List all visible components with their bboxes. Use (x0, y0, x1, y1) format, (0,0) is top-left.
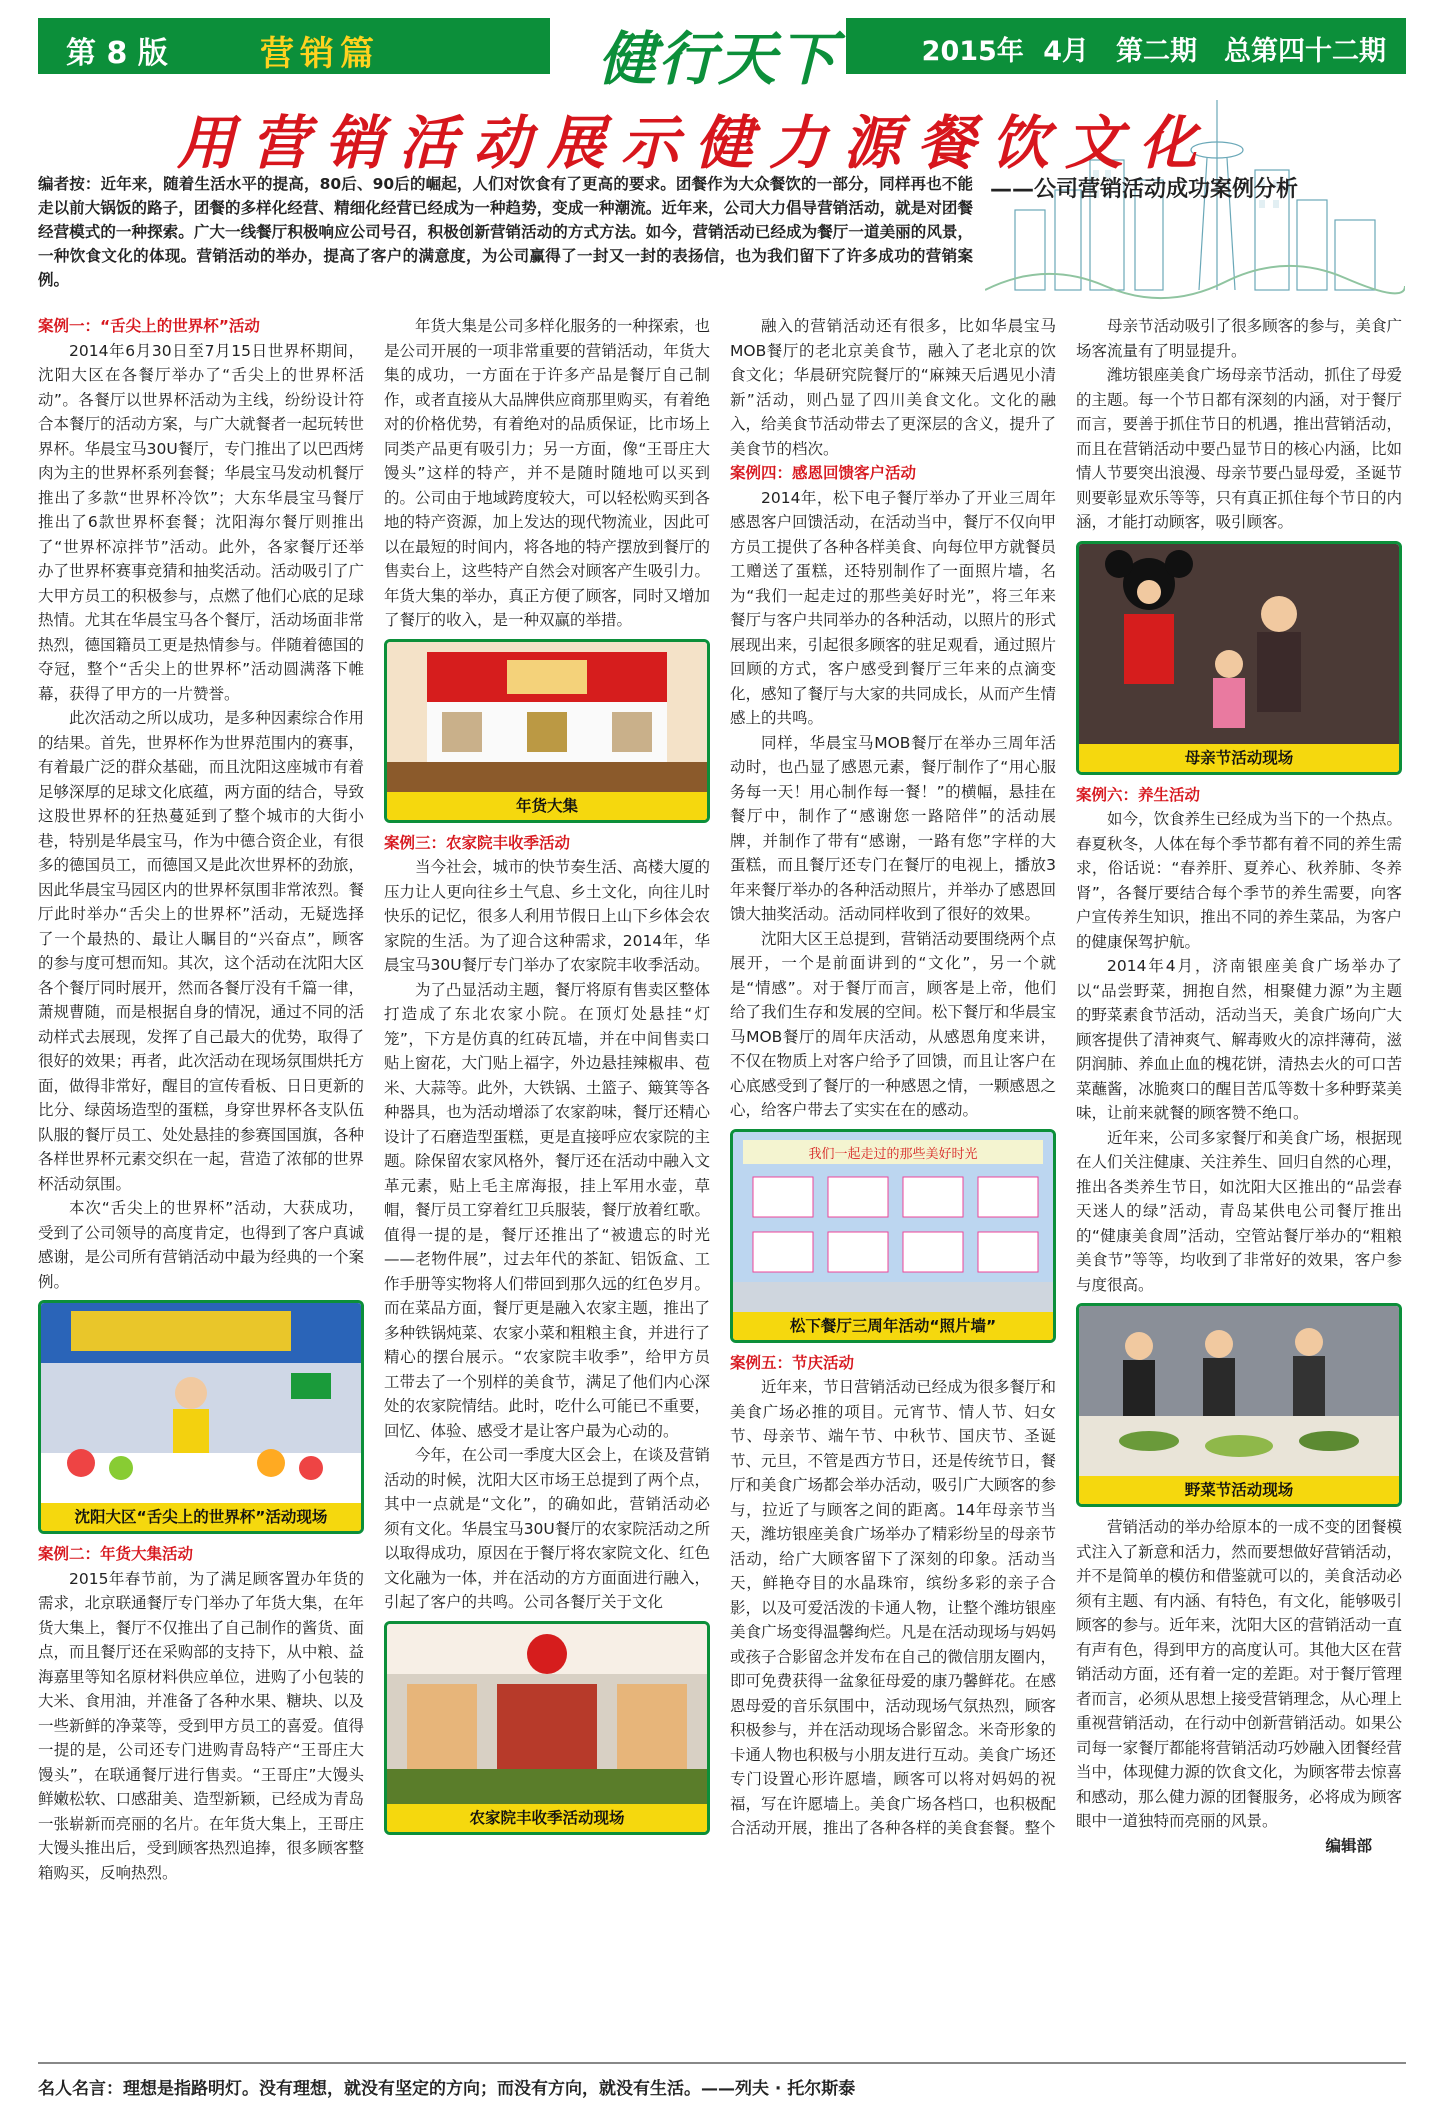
world-cup-scene-image (41, 1303, 361, 1503)
paragraph: 当今社会，城市的快节奏生活、高楼大厦的压力让人更向往乡土气息、乡土文化，向往儿时快乐的记忆，很多人利用节假日上山下乡体会农家院的生活。为了迎合这种需求，2014年，华晨宝马30U餐厅专门举办了农家院丰收季活动。 (384, 858, 710, 974)
newspaper-logo: 健行天下 (597, 25, 838, 93)
photo-caption: 年货大集 (387, 792, 707, 820)
paragraph: 沈阳大区王总提到，营销活动要围绕两个点展开，一个是前面讲到的“文化”，另一个就是“情感”。对于餐厅而言，顾客是上帝，他们给了我们生存和发展的空间。松下餐厅和华晨宝马MOB餐厅的周年庆活动，从感恩角度来讲，不仅在物质上对客户给予了回馈，而且让客户在心底感受到了餐厅的一种感恩之情，一颗感恩之心，给客户带去了实实在在的感动。 (730, 929, 1056, 1119)
paragraph: 融入的营销活动还有很多，比如华晨宝马MOB餐厅的老北京美食节，融入了老北京的饮食文化；华晨研究院餐厅的“麻辣天后遇见小清新”活动，则凸显了四川美食文化。文化的融入，给美食节活动带去了更深层的含义，提升了美食节的档次。 (730, 317, 1056, 458)
section-title: 营销篇 (260, 34, 380, 74)
photo-farm-harvest (384, 1621, 710, 1835)
case-5-title: 案例五：节庆活动 (730, 1353, 855, 1372)
photo-caption: 沈阳大区“舌尖上的世界杯”活动现场 (41, 1503, 361, 1531)
signature: 编辑部 (1325, 1836, 1372, 1855)
column-1 (38, 314, 364, 1885)
photo-caption: 野菜节活动现场 (1079, 1476, 1399, 1504)
column-4 (1076, 314, 1402, 1858)
footer-quote: 名人名言：理想是指路明灯。没有理想，就没有坚定的方向；而没有方向，就没有生活。——列夫 · 托尔斯泰 (38, 2062, 1406, 2099)
photo-caption: 松下餐厅三周年活动“照片墙” (733, 1312, 1053, 1340)
issue-date: 2015年 4月 第二期 总第四十二期 (921, 36, 1386, 67)
masthead-left-bar (38, 18, 550, 74)
paragraph: 营销活动的举办给原本的一成不变的团餐模式注入了新意和活力，然而要想做好营销活动，并不是简单的模仿和借鉴就可以的，美食活动必须有主题、有内涵、有特色，有文化，能够吸引顾客的参与。近年来，沈阳大区的营销活动一直有声有色，得到甲方的高度认可。其他大区在营销活动方面，还有着一定的差距。对于餐厅管理者而言，必须从思想上接受营销理念，从心理上重视营销活动，在行动中创新营销活动。如果公司每一家餐厅都能将营销活动巧妙融入团餐经营当中，体现健力源的饮食文化，为顾客带去惊喜和感动，那么健力源的团餐服务，必将成为顾客眼中一道独特而亮丽的风景。 (1076, 1518, 1402, 1830)
masthead (38, 18, 1406, 93)
main-headline: 用营销活动展示健力源餐饮文化 (176, 109, 1213, 177)
column-2 (384, 314, 710, 1843)
paragraph: 年货大集是公司多样化服务的一种探索，也是公司开展的一项非常重要的营销活动，年货大集的成功，一方面在于许多产品是餐厅自己制作，或者直接从大品牌供应商那里购买，有着绝对的价格优势，有着绝对的品质保证，比市场上同类产品更有吸引力；另一方面，像“王哥庄大馒头”这样的特产，并不是随时随地可以买到的。公司由于地域跨度较大，可以轻松购买到各地的特产资源，加上发达的现代物流业，因此可以在最短的时间内，将各地的特产摆放到餐厅的售卖台上，这些特产自然会对顾客产生吸引力。年货大集的举办，真正方便了顾客，同时又增加了餐厅的收入，是一种双赢的举措。 (384, 317, 710, 629)
paragraph: 为了凸显活动主题，餐厅将原有售卖区整体打造成了东北农家小院。在顶灯处悬挂“灯笼”，下方是仿真的红砖瓦墙，并在中间售卖口贴上窗花，大门贴上福字，外边悬挂辣椒串、苞米、大蒜等。此外，大铁锅、土篮子、簸箕等各种器具，也为活动增添了农家韵味，餐厅还精心设计了石磨造型蛋糕，更是直接呼应农家院的主题。除保留农家风格外，餐厅还在活动中融入文革元素，贴上毛主席海报，挂上军用水壶，草帽，餐厅员工穿着红卫兵服装，餐厅放着红歌。值得一提的是，餐厅还推出了“被遗忘的时光——老物件展”，过去年代的茶缸、铝饭盒、工作手册等实物将人们带回到那久远的红色岁月。而在菜品方面，餐厅更是融入农家主题，推出了多种铁锅炖菜、农家小菜和粗粮主食，并进行了精心的摆台展示。“农家院丰收季”，给甲方员工带去了一个别样的美食节，满足了他们内心深处的农家院情结。此时，吃什么可能已不重要，回忆、体验、感受才是让客户最为心动的。 (384, 980, 710, 1440)
case-1-title: 案例一：“舌尖上的世界杯”活动 (38, 317, 260, 335)
paragraph: 同样，华晨宝马MOB餐厅在举办三周年活动时，也凸显了感恩元素，餐厅制作了“用心服务每一天！用心制作每一餐！”的横幅，悬挂在餐厅中，制作了“感谢您一路陪伴”的活动展牌，并制作了带有“感谢，一路有您”字样的大蛋糕，而且餐厅还专门在餐厅的电视上，播放3年来餐厅举办的各种活动照片，并举办了感恩回馈大抽奖活动。活动同样收到了很好的效果。 (730, 733, 1056, 923)
paragraph: 如今，饮食养生已经成为当下的一个热点。春夏秋冬，人体在每个季节都有着不同的养生需求，俗话说：“春养肝、夏养心、秋养肺、冬养肾”，各餐厅要结合每个季节的养生需要，向客户宣传养生知识，推出不同的养生菜品，为客户的健康保驾护航。 (1076, 810, 1402, 951)
paragraph: 近年来，公司多家餐厅和美食广场，根据现在人们关注健康、关注养生、回归自然的心理，推出各类养生节日，如沈阳大区推出的“品尝春天迷人的绿”活动，青岛某供电公司餐厅推出的“健康美食周”活动，空管站餐厅举办的“粗粮美食节”等等，均收到了非常好的效果，客户参与度很高。 (1076, 1128, 1402, 1294)
photo-world-cup (38, 1300, 364, 1534)
paragraph: 2014年6月30日至7月15日世界杯期间，沈阳大区在各餐厅举办了“舌尖上的世界杯活动”。各餐厅以世界杯活动为主线，纷纷设计符合本餐厅的活动方案，与广大就餐者一起玩转世界杯。华晨宝马30U餐厅，专门推出了以巴西烤肉为主的世界杯系列套餐；华晨宝马发动机餐厅推出了多款“世界杯冷饮”；大东华晨宝马餐厅推出了6款世界杯套餐；沈阳海尔餐厅则推出了“世界杯凉拌节”活动。此外，各家餐厅还举办了世界杯赛事竞猜和抽奖活动。活动吸引了广大甲方员工的积极参与，点燃了他们心底的足球热情。尤其在华晨宝马各个餐厅，活动场面非常热烈，德国籍员工更是热情参与。伴随着德国的夺冠，整个“舌尖上的世界杯”活动圆满落下帷幕，获得了甲方的一片赞誉。 (38, 341, 364, 703)
photo-wild-vegetable (1076, 1303, 1402, 1507)
case-3-title: 案例三：农家院丰收季活动 (384, 833, 571, 852)
photo-caption: 农家院丰收季活动现场 (387, 1804, 707, 1832)
farm-harvest-image (387, 1624, 707, 1804)
case-4-title: 案例四：感恩回馈客户活动 (730, 464, 917, 482)
photo-new-year-fair (384, 639, 710, 823)
paragraph: 近年来，节日营销活动已经成为很多餐厅和美食广场必推的项目。元宵节、情人节、妇女节、母亲节、端午节、中秋节、国庆节、圣诞节、元旦，不管是西方节日，还是传统节日，餐厅和美食广场都会举办活动，吸引广大顾客的参与，拉近了与顾客之间的距离。14年母亲节当天，潍坊银座美食广场举办了精彩纷呈的母亲节活动，给广大顾客留下了深刻的印象。活动当天，鲜艳夺目的水晶珠帘，缤纷多彩的亲子合影，以及可爱活泼的卡通人物，让整个潍坊银座美食广场变得温馨绚烂。凡是在活动现场与妈妈或孩子合影留念并发布在自己的微信朋友圈内，即可免费获得一盆象征母爱的康乃馨鲜花。在感恩母爱的音乐氛围中，活动现场气氛热烈，顾客积极参与，并在活动现场合影留念。米奇形象的卡通人物也积极与小朋友进行互动。美食广场还专门设置心形许愿墙，顾客可以将对妈妈的祝福，写在许愿墙上。美食广场各档口，也积极配合活动开展，推出了各种各样的美食套餐。整个 (730, 1378, 1056, 1837)
mothers-day-image (1079, 544, 1399, 744)
paragraph: 本次“舌尖上的世界杯”活动，大获成功，受到了公司领导的高度肯定，也得到了客户真诚感谢，是公司所有营销活动中最为经典的一个案例。 (38, 1199, 364, 1291)
edition-number: 第 8 版 (66, 36, 168, 71)
case-2-title: 案例二：年货大集活动 (38, 1545, 194, 1563)
paragraph: 今年，在公司一季度大区会上，在谈及营销活动的时候，沈阳大区市场王总提到了两个点，其中一点就是“文化”，的确如此，营销活动必须有文化。华晨宝马30U餐厅的农家院活动之所以取得成功，原因在于餐厅将农家院文化、红色文化融为一体，并在活动的方方面面进行融入，引起了客户的共鸣。公司各餐厅关于文化 (384, 1446, 710, 1611)
wild-vegetable-image (1079, 1306, 1399, 1476)
paragraph: 2014年4月，济南银座美食广场举办了以“品尝野菜，拥抱自然，相聚健力源”为主题的野菜素食节活动，活动当天，美食广场向广大顾客提供了清神爽气、解毒败火的凉拌薄荷，滋阴润肺、养血止血的槐花饼，清热去火的可口苦菜蘸酱，冰脆爽口的醒目苦瓜等数十多种野菜美味，让前来就餐的顾客赞不绝口。 (1076, 957, 1402, 1122)
paragraph: 2014年，松下电子餐厅举办了开业三周年感恩客户回馈活动，在活动当中，餐厅不仅向甲方员工提供了各种各样美食、向每位甲方就餐员工赠送了蛋糕，还特别制作了一面照片墙，名为“我们一起走过的那些美好时光”，将三年来餐厅与客户共同举办的各种活动，以照片的形式展现出来，引起很多顾客的驻足观看，通过照片回顾的方式，客户感受到餐厅三年来的点滴变化，感知了餐厅与大家的共同成长，从而产生情感上的共鸣。 (730, 488, 1056, 727)
headline-subtitle: ——公司营销活动成功案例分析 (990, 177, 1299, 202)
paragraph: 潍坊银座美食广场母亲节活动，抓住了母爱的主题。每一个节日都有深刻的内涵，对于餐厅而言，要善于抓住节日的机遇，推出营销活动，而且在营销活动中要凸显节日的核心内涵，比如情人节要突出浪漫、母亲节要凸显母爱，圣诞节则要彰显欢乐等等，只有真正抓住每个节日的内涵，才能打动顾客，吸引顾客。 (1076, 366, 1402, 531)
paragraph: 此次活动之所以成功，是多种因素综合作用的结果。首先，世界杯作为世界范围内的赛事，有着最广泛的群众基础，而且沈阳这座城市有着足够深厚的足球文化底蕴，两方面的结合，导致这股世界杯的狂热蔓延到了整个城市的大街小巷，特别是华晨宝马，作为中德合资企业，有很多的德国员工，而德国又是此次世界杯的劲旅，因此华晨宝马园区内的世界杯氛围非常浓烈。餐厅此时举办“舌尖上的世界杯”活动，无疑选择了一个最热的、最让人瞩目的“兴奋点”，顾客的参与度可想而知。其次，这个活动在沈阳大区各个餐厅同时展开，然而各餐厅没有千篇一律，萧规曹随，而是根据自身的情况，通过不同的活动样式去展现，发挥了自己最大的优势，取得了很好的效果；再者，此次活动在现场氛围烘托方面，做得非常好，醒目的宣传看板、日日更新的比分、绿茵场造型的蛋糕，身穿世界杯各支队伍队服的餐厅员工、处处悬挂的参赛国国旗，各种各样世界杯元素交织在一起，营造了浓郁的世界杯活动氛围。 (38, 709, 364, 1193)
column-3 (730, 314, 1056, 1841)
photo-caption: 母亲节活动现场 (1079, 744, 1399, 772)
new-year-fair-image (387, 642, 707, 792)
case-6-title: 案例六：养生活动 (1076, 785, 1201, 804)
editor-note: 编者按：近年来，随着生活水平的提高，80后、90后的崛起，人们对饮食有了更高的要求。团餐作为大众餐饮的一部分，同样再也不能走以前大锅饭的路子，团餐的多样化经营、精细化经营已经成为一种趋势，变成一种潮流。近年来，公司大力倡导营销活动，就是对团餐经营模式的一种探索。广大一线餐厅积极响应公司号召，积极创新营销活动的方式方法。如今，营销活动已经成为餐厅一道美丽的风景，一种饮食文化的体现。营销活动的举办，提高了客户的满意度，为公司赢得了一封又一封的表扬信，也为我们留下了许多成功的营销案例。 (38, 175, 973, 289)
masthead-right-bar (846, 18, 1406, 74)
paragraph: 母亲节活动吸引了很多顾客的参与，美食广场客流量有了明显提升。 (1076, 317, 1402, 360)
photo-mothers-day (1076, 541, 1402, 775)
photo-wall-image (733, 1132, 1053, 1312)
photo-wall (730, 1129, 1056, 1343)
photo-wall-banner: 我们一起走过的那些美好时光 (808, 1146, 978, 1162)
paragraph: 2015年春节前，为了满足顾客置办年货的需求，北京联通餐厅专门举办了年货大集，在年货大集上，餐厅不仅推出了自己制作的酱货、面点，而且餐厅还在采购部的支持下，从中粮、益海嘉里等知名原材料供应单位，进购了小包装的大米、食用油，并准备了各种水果、糖块、以及一些新鲜的净菜等，受到甲方员工的喜爱。值得一提的是，公司还专门进购青岛特产“王哥庄大馒头”，在联通餐厅进行售卖。“王哥庄”大馒头鲜嫩松软、口感甜美、造型新颖，已经成为青岛一张崭新而亮丽的名片。在年货大集上，王哥庄大馒头推出后，受到顾客热烈追捧，很多顾客整箱购买，反响热烈。 (38, 1569, 364, 1882)
